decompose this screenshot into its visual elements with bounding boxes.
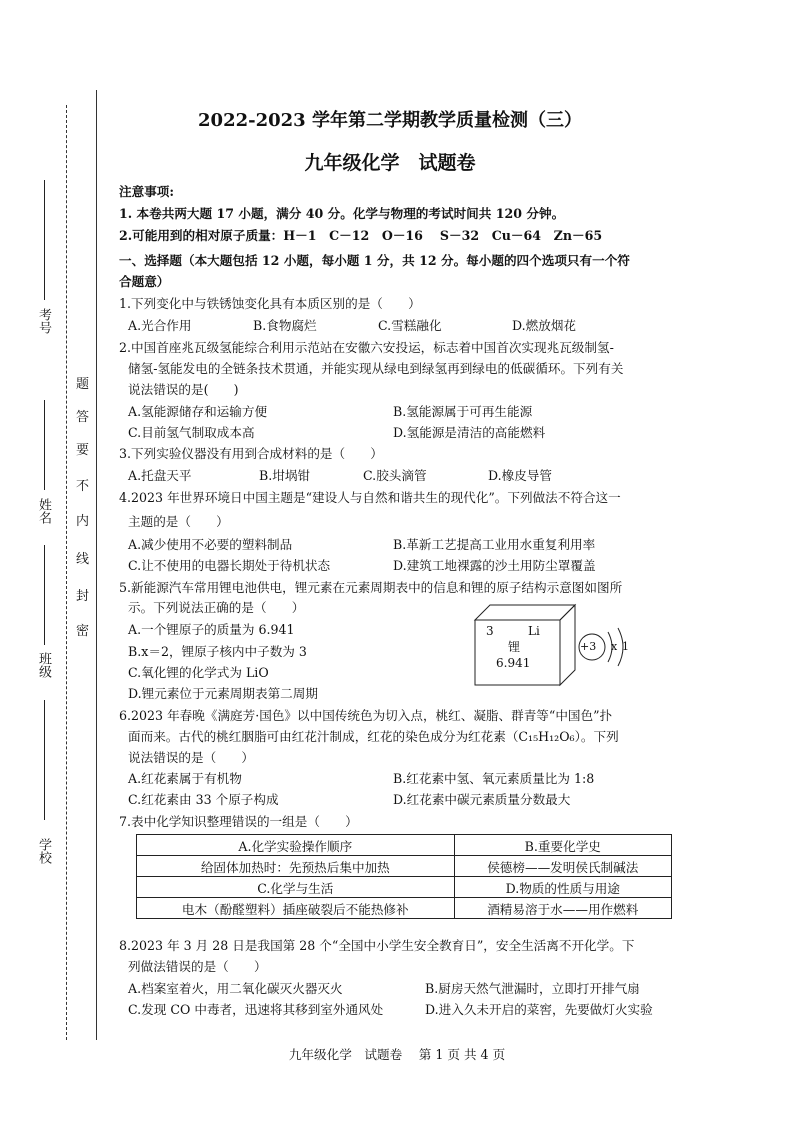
option: A.减少使用不必要的塑料制品 — [128, 537, 293, 552]
binding-line-outer — [66, 105, 67, 1040]
option: D.锂元素位于元素周期表第二周期 — [128, 686, 318, 701]
page-footer: 九年级化学 试题卷 第 1 页 共 4 页 — [288, 1047, 506, 1062]
table-row — [137, 898, 672, 919]
question-stem: 6.2023 年春晚《满庭芳·国色》以中国传统色为切入点，桃红、凝脂、群青等“中国色”扑 — [119, 708, 613, 723]
seal-char: 不 — [76, 479, 90, 494]
seal-char: 内 — [76, 514, 90, 529]
option: A.一个锂原子的质量为 6.941 — [128, 622, 295, 637]
option: C.让不使用的电器长期处于待机状态 — [128, 558, 331, 573]
notice-item: 1. 本卷共两大题 17 小题，满分 40 分。化学与物理的考试时间共 120 分钟。 — [119, 206, 565, 221]
shell-electrons-2: 1 — [622, 640, 629, 653]
option: B.红花素中氢、氧元素质量比为 1:8 — [393, 771, 595, 786]
option: B.氢能源属于可再生能源 — [393, 404, 533, 419]
option: B.厨房天然气泄漏时，立即打开排气扇 — [425, 981, 640, 996]
question-stem: 7.表中化学知识整理错误的一组是（ ） — [119, 814, 358, 829]
option: D.氢能源是清洁的高能燃料 — [393, 425, 546, 440]
seal-char: 密 — [76, 624, 90, 639]
nucleus-charge: +3 — [580, 640, 597, 653]
question-stem: 列做法错误的是（ ） — [128, 959, 267, 974]
school-label: 学校 — [36, 838, 51, 864]
table-row — [137, 835, 672, 856]
table-cell: 给固体加热时：先预热后集中加热 — [137, 856, 455, 877]
section-heading: 合题意） — [119, 274, 170, 289]
seal-char: 题 — [76, 377, 90, 392]
page-title: 2022-2023 学年第二学期教学质量检测（三） — [198, 110, 582, 131]
option: A.托盘天平 — [128, 468, 192, 483]
option: D.建筑工地裸露的沙土用防尘罩覆盖 — [393, 558, 596, 573]
option: A.光合作用 — [128, 318, 192, 333]
table-cell: 侯德榜——发明侯氏制碱法 — [454, 856, 671, 877]
class-label: 班级 — [36, 652, 51, 678]
table-cell: D.物质的性质与用途 — [454, 877, 671, 898]
table-cell: A.化学实验操作顺序 — [137, 835, 455, 856]
question-stem: 说法错误的是( ) — [128, 382, 239, 397]
option: A.档案室着火，用二氧化碳灭火器灭火 — [128, 981, 343, 996]
option: D.橡皮导管 — [488, 468, 553, 483]
seal-char: 要 — [76, 443, 90, 458]
option: D.燃放烟花 — [512, 318, 577, 333]
notice-item: 2.可能用到的相对原子质量：H－1 C－12 O－16 S－32 Cu－64 Zn－65 — [119, 228, 603, 243]
option: C.发现 CO 中毒者，迅速将其移到室外通风处 — [128, 1002, 384, 1017]
option: C.胶头滴管 — [363, 468, 427, 483]
question-stem: 面而来。古代的桃红胭脂可由红花汁制成，红花的染色成分为红花素（C₁₅H₁₂O₆）。下列 — [128, 729, 619, 744]
question-stem: 主题的是（ ） — [128, 514, 229, 529]
question-stem: 储氢-氢能发电的全链条技术贯通，并能实现从绿电到绿氢再到绿电的低碳循环。下列有关 — [128, 361, 624, 376]
element-name: 锂 — [508, 640, 521, 654]
school-blank[interactable] — [44, 700, 45, 820]
notice-heading: 注意事项: — [119, 184, 175, 199]
option: D.红花素中碳元素质量分数最大 — [393, 792, 571, 807]
seal-char: 答 — [76, 410, 90, 425]
option: B.革新工艺提高工业用水重复利用率 — [393, 537, 596, 552]
option: D.进入久未开启的菜窖，先要做灯火实验 — [425, 1002, 653, 1017]
option: A.氢能源储存和运输方便 — [128, 404, 268, 419]
option: C.氧化锂的化学式为 LiO — [128, 665, 269, 680]
option: C.雪糕融化 — [378, 318, 442, 333]
table-cell: 酒精易溶于水——用作燃料 — [454, 898, 671, 919]
element-symbol: Li — [528, 624, 540, 638]
table-row — [137, 877, 672, 898]
shell-electrons-x: x — [611, 640, 618, 653]
question-stem: 5.新能源汽车常用锂电池供电，锂元素在元素周期表中的信息和锂的原子结构示意图如图所 — [119, 580, 623, 595]
question-stem: 示。下列说法正确的是（ ） — [128, 600, 305, 615]
question-stem: 4.2023 年世界环境日中国主题是“建设人与自然和谐共生的现代化”。下列做法不符合这一 — [119, 490, 621, 505]
element-mass: 6.941 — [496, 656, 531, 670]
name-blank[interactable] — [44, 400, 45, 490]
question-stem: 2.中国首座兆瓦级氢能综合利用示范站在安徽六安投运，标志着中国首次实现兆瓦级制氢- — [119, 340, 614, 355]
option: A.红花素属于有机物 — [128, 771, 242, 786]
knowledge-table — [136, 834, 672, 919]
element-number: 3 — [486, 624, 494, 638]
exam-no-blank[interactable] — [44, 180, 45, 300]
page-subtitle: 九年级化学 试题卷 — [304, 152, 476, 174]
question-stem: 3.下列实验仪器没有用到合成材料的是（ ） — [119, 446, 383, 461]
seal-char: 封 — [76, 589, 90, 604]
seal-char: 线 — [76, 552, 90, 567]
table-cell: 电木（酚醛塑料）插座破裂后不能热修补 — [137, 898, 455, 919]
option: B.x＝2，锂原子核内中子数为 3 — [128, 644, 307, 659]
option: B.食物腐烂 — [253, 318, 317, 333]
name-label: 姓名 — [36, 498, 51, 524]
table-cell: C.化学与生活 — [137, 877, 455, 898]
binding-line-inner — [96, 90, 97, 1040]
section-heading: 一、选择题（本大题包括 12 小题，每小题 1 分，共 12 分。每小题的四个选项只有一个符 — [119, 253, 630, 268]
table-cell: B.重要化学史 — [454, 835, 671, 856]
table-row — [137, 856, 672, 877]
question-stem: 1.下列变化中与铁锈蚀变化具有本质区别的是（ ） — [119, 296, 421, 311]
question-stem: 说法错误的是（ ） — [128, 750, 254, 765]
option: B.坩埚钳 — [259, 468, 311, 483]
question-stem: 8.2023 年 3 月 28 日是我国第 28 个“全国中小学生安全教育日”，安全生活离不开化学。下 — [119, 938, 635, 953]
option: C.目前氢气制取成本高 — [128, 425, 255, 440]
exam-no-label: 考号 — [36, 308, 51, 334]
class-blank[interactable] — [44, 545, 45, 645]
lithium-element-tile — [470, 600, 580, 690]
option: C.红花素由 33 个原子构成 — [128, 792, 279, 807]
